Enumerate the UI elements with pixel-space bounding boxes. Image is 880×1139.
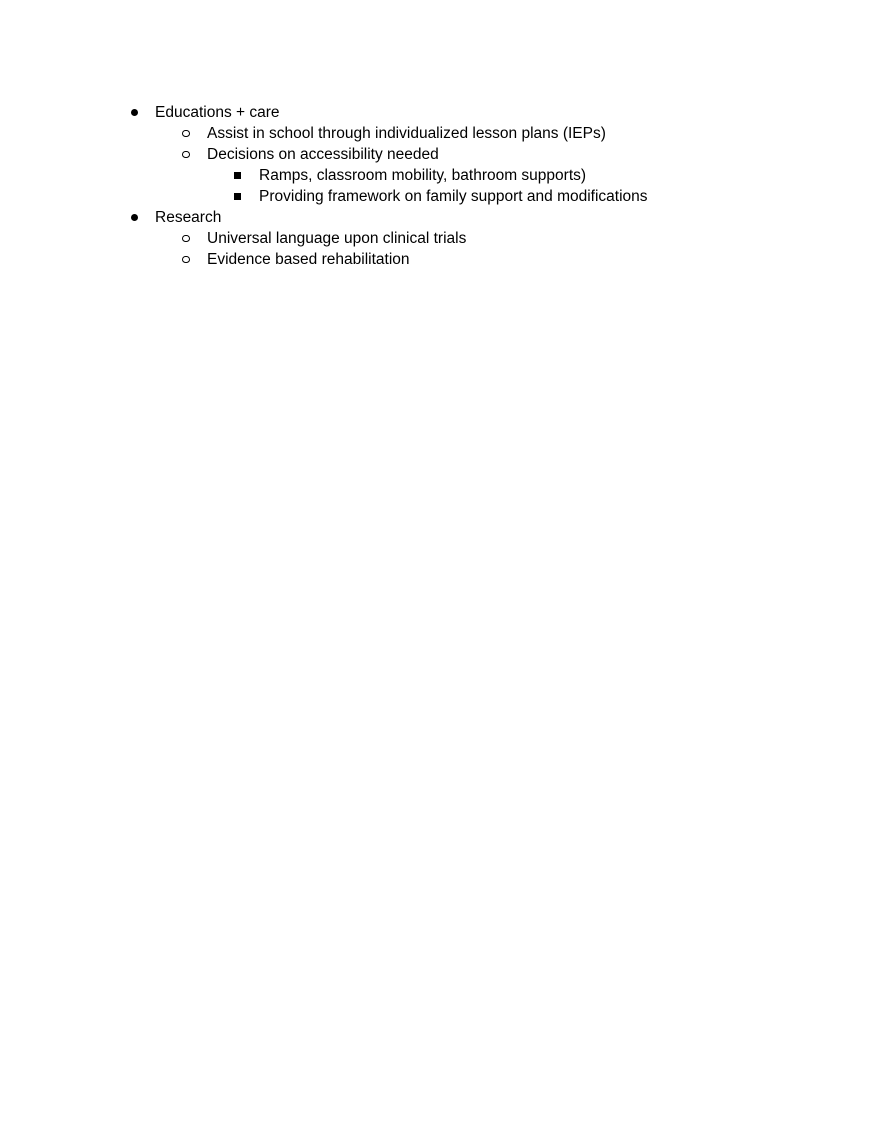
bullet-circle-icon — [182, 228, 190, 249]
list-item-text: Decisions on accessibility needed — [207, 146, 439, 163]
list-item-text: Educations + care — [155, 104, 280, 121]
bullet-disc-icon — [131, 207, 138, 228]
bullet-circle-icon — [182, 249, 190, 270]
list-item-text: Research — [155, 209, 222, 226]
bullet-square-icon — [234, 186, 241, 207]
list-item-text: Assist in school through individualized lesson plans (IEPs) — [207, 125, 606, 142]
bullet-circle-icon — [182, 123, 190, 144]
bullet-disc-icon — [131, 102, 138, 123]
bullet-circle-icon — [182, 144, 190, 165]
list-item-text: Universal language upon clinical trials — [207, 230, 467, 247]
list-item-text: Ramps, classroom mobility, bathroom supports) — [259, 167, 587, 184]
list-item-text: Providing framework on family support and modifications — [259, 188, 648, 205]
list-item-text: Evidence based rehabilitation — [207, 251, 410, 268]
bullet-square-icon — [234, 165, 241, 186]
